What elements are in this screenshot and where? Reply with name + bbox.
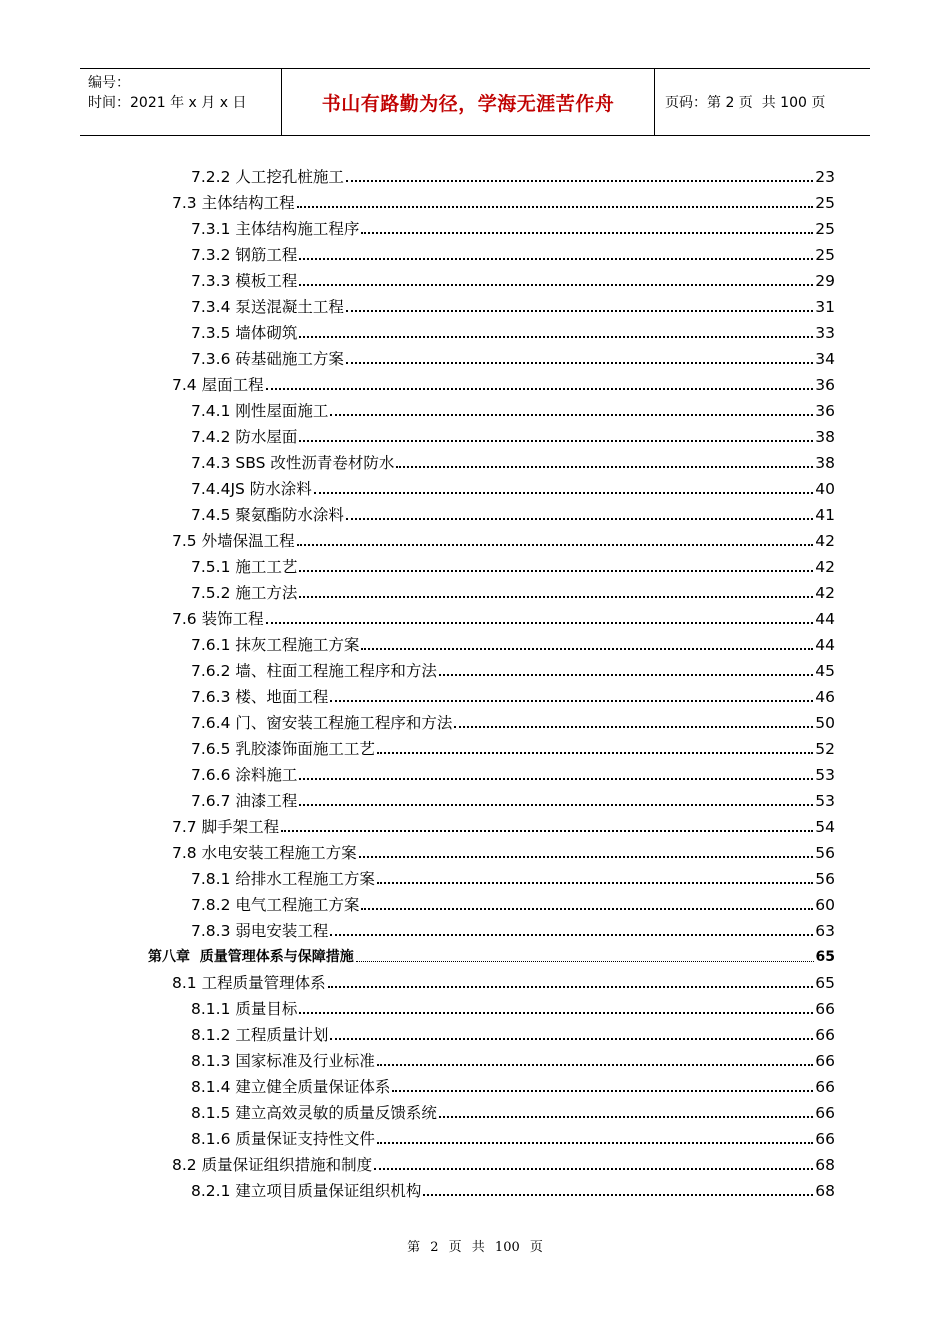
toc-entry[interactable]	[0, 992, 835, 1018]
toc-entry-page-number: 66	[815, 1104, 835, 1122]
toc-entry-title: 7.8 水电安装工程施工方案	[172, 844, 357, 862]
toc-entry[interactable]	[0, 654, 835, 680]
toc-entry[interactable]	[0, 316, 835, 342]
table-of-contents	[0, 160, 950, 1200]
dot-leader	[377, 752, 813, 754]
toc-entry[interactable]	[0, 446, 835, 472]
toc-entry[interactable]	[0, 862, 835, 888]
toc-entry-page-number: 66	[815, 1052, 835, 1070]
dot-leader	[299, 596, 813, 598]
header-page-info: 页码：第 2 页 共 100 页	[665, 95, 826, 111]
toc-entry[interactable]	[0, 1122, 835, 1148]
dot-leader	[359, 856, 814, 858]
toc-entry-page-number: 66	[815, 1130, 835, 1148]
toc-entry-page-number: 33	[815, 324, 835, 342]
toc-entry-title: 7.4.1 刚性屋面施工	[191, 402, 329, 420]
toc-entry[interactable]	[0, 1018, 835, 1044]
dot-leader	[374, 1168, 813, 1170]
toc-entry-title: 7.3 主体结构工程	[172, 194, 295, 212]
toc-entry-page-number: 38	[815, 454, 835, 472]
toc-entry-title: 8.1.4 建立健全质量保证体系	[191, 1078, 391, 1096]
toc-entry-title: 8.1.6 质量保证支持性文件	[191, 1130, 375, 1148]
toc-entry-page-number: 45	[815, 662, 835, 680]
toc-entry[interactable]	[0, 680, 835, 706]
toc-entry[interactable]	[0, 550, 835, 576]
dot-leader	[299, 284, 813, 286]
toc-entry-title: 8.2.1 建立项目质量保证组织机构	[191, 1182, 422, 1200]
dot-leader	[299, 440, 813, 442]
toc-entry-page-number: 25	[815, 220, 835, 238]
dot-leader	[377, 882, 813, 884]
toc-entry-title: 7.6.5 乳胶漆饰面施工工艺	[191, 740, 375, 758]
toc-entry-page-number: 66	[815, 1026, 835, 1044]
toc-entry-title: 7.6.3 楼、地面工程	[191, 688, 329, 706]
toc-entry-page-number: 42	[815, 558, 835, 576]
toc-entry-page-number: 36	[815, 402, 835, 420]
toc-entry-page-number: 66	[815, 1000, 835, 1018]
dot-leader	[299, 258, 813, 260]
dot-leader	[392, 1090, 813, 1092]
toc-entry-page-number: 46	[815, 688, 835, 706]
toc-entry-page-number: 40	[815, 480, 835, 498]
toc-entry[interactable]	[0, 836, 835, 862]
dot-leader	[314, 492, 813, 494]
toc-entry-title: 7.3.1 主体结构施工程序	[191, 220, 360, 238]
dot-leader	[454, 726, 813, 728]
toc-entry[interactable]	[0, 290, 835, 316]
dot-leader	[439, 1116, 813, 1118]
toc-entry-page-number: 25	[815, 194, 835, 212]
toc-entry-title: 7.4 屋面工程	[172, 376, 264, 394]
dot-leader	[346, 518, 813, 520]
dot-leader	[299, 570, 813, 572]
dot-leader	[266, 622, 814, 624]
toc-entry-page-number: 52	[815, 740, 835, 758]
dot-leader	[330, 414, 813, 416]
page-header	[80, 68, 870, 136]
dot-leader	[377, 1142, 813, 1144]
toc-entry-page-number: 23	[815, 168, 835, 186]
toc-entry-title: 7.3.3 模板工程	[191, 272, 298, 290]
dot-leader	[439, 674, 813, 676]
toc-entry[interactable]	[0, 810, 835, 836]
toc-entry-title: 7.3.2 钢筋工程	[191, 246, 298, 264]
toc-entry-page-number: 29	[815, 272, 835, 290]
toc-entry[interactable]	[0, 524, 835, 550]
toc-entry[interactable]	[0, 238, 835, 264]
toc-entry-title: 7.3.5 墙体砌筑	[191, 324, 298, 342]
toc-entry[interactable]	[0, 368, 835, 394]
dot-leader	[346, 310, 813, 312]
toc-entry-page-number: 25	[815, 246, 835, 264]
toc-entry-page-number: 42	[815, 532, 835, 550]
toc-entry-page-number: 38	[815, 428, 835, 446]
toc-entry-title: 7.6.1 抹灰工程施工方案	[191, 636, 360, 654]
header-motto: 书山有路勤为径，学海无涯苦作舟	[282, 69, 655, 135]
toc-entry-page-number: 34	[815, 350, 835, 368]
toc-entry-title: 第八章 质量管理体系与保障措施	[148, 949, 354, 965]
toc-entry[interactable]	[0, 758, 835, 784]
toc-entry-title: 8.1.3 国家标准及行业标准	[191, 1052, 375, 1070]
toc-entry[interactable]	[0, 394, 835, 420]
toc-entry[interactable]	[0, 784, 835, 810]
toc-entry-title: 7.6.4 门、窗安装工程施工程序和方法	[191, 714, 453, 732]
dot-leader	[396, 466, 813, 468]
dot-leader	[299, 1012, 813, 1014]
dot-leader	[299, 804, 813, 806]
toc-entry-page-number: 68	[815, 1156, 835, 1174]
dot-leader	[330, 700, 813, 702]
dot-leader	[361, 648, 813, 650]
toc-entry[interactable]	[0, 1096, 835, 1122]
toc-entry[interactable]	[0, 1044, 835, 1070]
dot-leader	[423, 1194, 813, 1196]
toc-entry-title: 8.2 质量保证组织措施和制度	[172, 1156, 373, 1174]
toc-entry[interactable]	[0, 706, 835, 732]
header-left-cell	[80, 69, 282, 135]
toc-entry-title: 7.6 装饰工程	[172, 610, 264, 628]
dot-leader	[297, 206, 814, 208]
dot-leader	[346, 180, 813, 182]
page-footer: 第 2 页 共 100 页	[407, 1240, 543, 1255]
dot-leader	[356, 961, 814, 962]
dot-leader	[299, 336, 813, 338]
toc-entry-title: 7.8.3 弱电安装工程	[191, 922, 329, 940]
toc-entry-title: 7.3.6 砖基础施工方案	[191, 350, 344, 368]
toc-entry[interactable]	[0, 186, 835, 212]
toc-entry-page-number: 65	[815, 949, 835, 965]
toc-entry-title: 7.3.4 泵送混凝土工程	[191, 298, 344, 316]
toc-entry-page-number: 56	[815, 870, 835, 888]
toc-entry-page-number: 36	[815, 376, 835, 394]
toc-entry-title: 7.7 脚手架工程	[172, 818, 280, 836]
toc-entry-title: 7.6.7 油漆工程	[191, 792, 298, 810]
toc-entry-title: 7.5 外墙保温工程	[172, 532, 295, 550]
toc-entry[interactable]	[0, 1148, 835, 1174]
dot-leader	[266, 388, 814, 390]
toc-entry-page-number: 53	[815, 792, 835, 810]
toc-entry-title: 7.6.2 墙、柱面工程施工程序和方法	[191, 662, 437, 680]
toc-entry[interactable]	[0, 160, 835, 186]
toc-entry-title: 7.4.3 SBS 改性沥青卷材防水	[191, 454, 395, 472]
document-number-label: 编号：	[88, 75, 130, 91]
dot-leader	[299, 778, 813, 780]
toc-entry[interactable]	[0, 342, 835, 368]
toc-entry-title: 8.1.2 工程质量计划	[191, 1026, 329, 1044]
dot-leader	[346, 362, 813, 364]
toc-entry-title: 7.4.2 防水屋面	[191, 428, 298, 446]
toc-entry-page-number: 41	[815, 506, 835, 524]
toc-entry-title: 7.4.5 聚氨酯防水涂料	[191, 506, 344, 524]
toc-entry-title: 7.4.4JS 防水涂料	[191, 480, 312, 498]
toc-entry[interactable]	[0, 602, 835, 628]
toc-entry[interactable]	[0, 472, 835, 498]
toc-entry-page-number: 53	[815, 766, 835, 784]
toc-entry-title: 7.2.2 人工挖孔桩施工	[191, 168, 344, 186]
toc-entry[interactable]	[0, 1174, 835, 1200]
toc-entry[interactable]	[0, 940, 835, 966]
toc-entry-title: 7.5.2 施工方法	[191, 584, 298, 602]
toc-entry-title: 7.8.2 电气工程施工方案	[191, 896, 360, 914]
dot-leader	[361, 908, 813, 910]
toc-entry-page-number: 54	[815, 818, 835, 836]
toc-entry-page-number: 44	[815, 610, 835, 628]
toc-entry-page-number: 31	[815, 298, 835, 316]
toc-entry[interactable]	[0, 628, 835, 654]
toc-entry-page-number: 63	[815, 922, 835, 940]
toc-entry-page-number: 50	[815, 714, 835, 732]
toc-entry-page-number: 65	[815, 974, 835, 992]
toc-entry-page-number: 68	[815, 1182, 835, 1200]
toc-entry-title: 8.1.1 质量目标	[191, 1000, 298, 1018]
toc-entry-title: 7.6.6 涂料施工	[191, 766, 298, 784]
toc-entry-page-number: 42	[815, 584, 835, 602]
dot-leader	[361, 232, 813, 234]
document-date: 时间：2021 年 x 月 x 日	[88, 95, 247, 111]
dot-leader	[330, 1038, 813, 1040]
toc-entry[interactable]	[0, 264, 835, 290]
toc-entry-title: 8.1.5 建立高效灵敏的质量反馈系统	[191, 1104, 437, 1122]
dot-leader	[377, 1064, 813, 1066]
toc-entry[interactable]	[0, 212, 835, 238]
toc-entry[interactable]	[0, 732, 835, 758]
toc-entry[interactable]	[0, 420, 835, 446]
toc-entry[interactable]	[0, 1070, 835, 1096]
toc-entry[interactable]	[0, 498, 835, 524]
toc-entry-title: 7.8.1 给排水工程施工方案	[191, 870, 375, 888]
dot-leader	[281, 830, 813, 832]
toc-entry-title: 7.5.1 施工工艺	[191, 558, 298, 576]
dot-leader	[328, 986, 814, 988]
toc-entry-title: 8.1 工程质量管理体系	[172, 974, 326, 992]
toc-entry-page-number: 60	[815, 896, 835, 914]
toc-entry-page-number: 56	[815, 844, 835, 862]
toc-entry[interactable]	[0, 888, 835, 914]
dot-leader	[297, 544, 814, 546]
toc-entry-page-number: 44	[815, 636, 835, 654]
toc-entry[interactable]	[0, 576, 835, 602]
toc-entry[interactable]	[0, 914, 835, 940]
dot-leader	[330, 934, 813, 936]
toc-entry-page-number: 66	[815, 1078, 835, 1096]
toc-entry[interactable]	[0, 966, 835, 992]
